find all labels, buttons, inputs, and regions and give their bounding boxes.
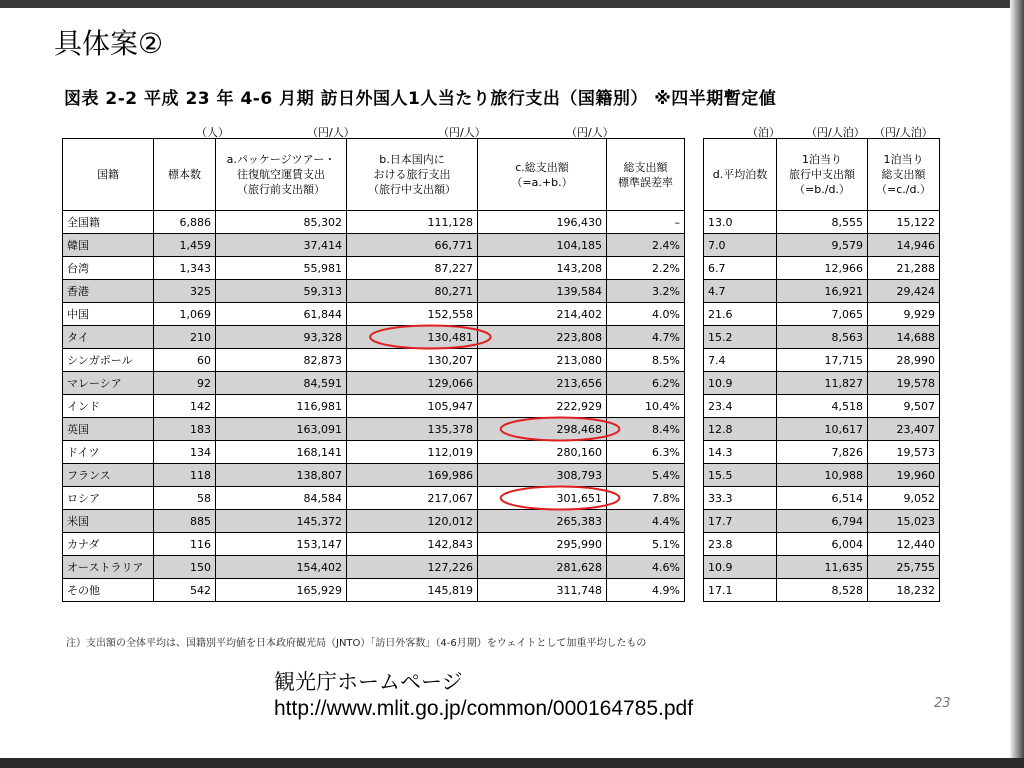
table-row [63,533,685,556]
cell-nationality: 香港 [63,280,154,303]
cell-pre-trip-spending: 59,313 [216,280,347,303]
cell-in-japan-spending: 217,067 [347,487,478,510]
cell-average-nights: 21.6 [704,303,777,326]
cell-per-night-in-japan: 6,514 [777,487,868,510]
table-row [704,372,940,395]
cell-pre-trip-spending: 168,141 [216,441,347,464]
cell-sample-size: 150 [154,556,216,579]
cell-per-night-in-japan: 10,617 [777,418,868,441]
cell-per-night-in-japan: 11,827 [777,372,868,395]
header-sample-size: 標本数 [154,139,216,211]
cell-total-spending: 223,808 [478,326,607,349]
table-row [63,349,685,372]
cell-nationality: 台湾 [63,257,154,280]
cell-per-night-total: 19,960 [868,464,940,487]
cell-total-spending: 281,628 [478,556,607,579]
cell-total-spending: 222,929 [478,395,607,418]
cell-per-night-total: 9,052 [868,487,940,510]
cell-nationality: 全国籍 [63,211,154,234]
table-row [63,395,685,418]
cell-per-night-total: 14,688 [868,326,940,349]
unit-label: （人） [196,126,229,139]
header-total-spending: c.総支出額 （=a.+b.） [478,139,607,211]
cell-pre-trip-spending: 84,584 [216,487,347,510]
table-row [704,326,940,349]
spending-table-per-night [703,138,940,602]
cell-average-nights: 13.0 [704,211,777,234]
cell-per-night-in-japan: 10,988 [777,464,868,487]
table-row [704,395,940,418]
cell-per-night-total: 19,578 [868,372,940,395]
cell-standard-error: 4.0% [607,303,685,326]
footnote: 注）支出額の全体平均は、国籍別平均値を日本政府観光局（JNTO）「訪日外客数」（4-6月期）をウェイトとして加重平均したもの [66,638,647,649]
table-row [704,418,940,441]
cell-average-nights: 7.0 [704,234,777,257]
cell-standard-error: 4.6% [607,556,685,579]
cell-in-japan-spending: 142,843 [347,533,478,556]
cell-nationality: マレーシア [63,372,154,395]
source-url[interactable]: http://www.mlit.go.jp/common/000164785.pdf [274,697,694,720]
cell-per-night-in-japan: 6,004 [777,533,868,556]
cell-pre-trip-spending: 163,091 [216,418,347,441]
table-row [704,487,940,510]
cell-average-nights: 17.7 [704,510,777,533]
cell-pre-trip-spending: 84,591 [216,372,347,395]
table-header-row [704,139,940,211]
cell-nationality: ロシア [63,487,154,510]
cell-total-spending: 143,208 [478,257,607,280]
cell-standard-error: 8.5% [607,349,685,372]
cell-total-spending: 104,185 [478,234,607,257]
cell-average-nights: 17.1 [704,579,777,602]
cell-sample-size: 1,343 [154,257,216,280]
header-pre-trip-spending: a.パッケージツアー・ 往復航空運賃支出 （旅行前支出額） [216,139,347,211]
cell-per-night-in-japan: 17,715 [777,349,868,372]
cell-sample-size: 134 [154,441,216,464]
cell-standard-error: 3.2% [607,280,685,303]
figure-title: 図表 2-2 平成 23 年 4-6 月期 訪日外国人1人当たり旅行支出（国籍別） ※四半期暫定値 [64,89,777,109]
cell-total-spending: 213,080 [478,349,607,372]
table-row [63,303,685,326]
cell-average-nights: 15.2 [704,326,777,349]
table-row [63,211,685,234]
cell-sample-size: 118 [154,464,216,487]
cell-nationality: フランス [63,464,154,487]
cell-in-japan-spending: 66,771 [347,234,478,257]
cell-sample-size: 542 [154,579,216,602]
cell-per-night-total: 12,440 [868,533,940,556]
unit-label: （円/人） [566,126,614,139]
cell-sample-size: 116 [154,533,216,556]
header-in-japan-spending: b.日本国内に おける旅行支出 （旅行中支出額） [347,139,478,211]
cell-sample-size: 183 [154,418,216,441]
slide-frame-bottom [0,758,1024,768]
cell-total-spending: 311,748 [478,579,607,602]
slide-title: 具体案② [54,27,164,60]
cell-in-japan-spending: 111,128 [347,211,478,234]
cell-pre-trip-spending: 93,328 [216,326,347,349]
cell-average-nights: 23.8 [704,533,777,556]
cell-per-night-total: 23,407 [868,418,940,441]
cell-in-japan-spending: 152,558 [347,303,478,326]
table-header-row [63,139,685,211]
cell-per-night-total: 19,573 [868,441,940,464]
cell-per-night-in-japan: 16,921 [777,280,868,303]
table-row [63,418,685,441]
cell-nationality: 中国 [63,303,154,326]
cell-in-japan-spending: 135,378 [347,418,478,441]
cell-in-japan-spending: 169,986 [347,464,478,487]
cell-nationality: 韓国 [63,234,154,257]
cell-per-night-total: 28,990 [868,349,940,372]
cell-in-japan-spending: 80,271 [347,280,478,303]
spending-table-main [62,138,685,602]
cell-total-spending: 295,990 [478,533,607,556]
cell-standard-error: 5.4% [607,464,685,487]
cell-in-japan-spending: 87,227 [347,257,478,280]
cell-standard-error: 4.7% [607,326,685,349]
cell-total-spending: 308,793 [478,464,607,487]
cell-nationality: インド [63,395,154,418]
cell-per-night-total: 9,929 [868,303,940,326]
cell-standard-error: 5.1% [607,533,685,556]
cell-sample-size: 885 [154,510,216,533]
cell-standard-error: 4.9% [607,579,685,602]
cell-standard-error: 2.4% [607,234,685,257]
cell-nationality: タイ [63,326,154,349]
cell-standard-error: 4.4% [607,510,685,533]
cell-sample-size: 6,886 [154,211,216,234]
cell-standard-error: 10.4% [607,395,685,418]
cell-standard-error: – [607,211,685,234]
source-label: 観光庁ホームページ [274,670,463,694]
cell-standard-error: 7.8% [607,487,685,510]
cell-pre-trip-spending: 138,807 [216,464,347,487]
unit-label: （円/人泊） [806,126,865,139]
cell-pre-trip-spending: 116,981 [216,395,347,418]
table-row [63,372,685,395]
cell-per-night-in-japan: 7,065 [777,303,868,326]
cell-in-japan-spending: 130,207 [347,349,478,372]
table-row [704,510,940,533]
cell-per-night-total: 14,946 [868,234,940,257]
cell-per-night-in-japan: 8,555 [777,211,868,234]
cell-average-nights: 15.5 [704,464,777,487]
table-row [63,487,685,510]
cell-standard-error: 8.4% [607,418,685,441]
cell-nationality: シンガポール [63,349,154,372]
cell-in-japan-spending: 105,947 [347,395,478,418]
unit-label: （泊） [747,126,780,139]
cell-total-spending: 213,656 [478,372,607,395]
cell-nationality: 米国 [63,510,154,533]
table-row [704,257,940,280]
cell-in-japan-spending: 130,481 [347,326,478,349]
cell-average-nights: 6.7 [704,257,777,280]
table-row [704,234,940,257]
table-row [63,441,685,464]
cell-per-night-in-japan: 4,518 [777,395,868,418]
cell-per-night-in-japan: 7,826 [777,441,868,464]
cell-per-night-total: 25,755 [868,556,940,579]
cell-per-night-in-japan: 8,528 [777,579,868,602]
page-number: 23 [934,696,951,711]
cell-per-night-in-japan: 11,635 [777,556,868,579]
cell-per-night-total: 18,232 [868,579,940,602]
cell-per-night-in-japan: 12,966 [777,257,868,280]
header-per-night-total: 1泊当り 総支出額 （=c./d.） [868,139,940,211]
header-average-nights: d.平均泊数 [704,139,777,211]
cell-in-japan-spending: 145,819 [347,579,478,602]
cell-average-nights: 7.4 [704,349,777,372]
cell-per-night-in-japan: 9,579 [777,234,868,257]
cell-pre-trip-spending: 55,981 [216,257,347,280]
cell-sample-size: 1,069 [154,303,216,326]
cell-total-spending: 139,584 [478,280,607,303]
unit-label: （円/人泊） [874,126,933,139]
cell-sample-size: 60 [154,349,216,372]
cell-per-night-total: 9,507 [868,395,940,418]
table-row [704,349,940,372]
cell-average-nights: 10.9 [704,372,777,395]
cell-per-night-total: 29,424 [868,280,940,303]
cell-sample-size: 210 [154,326,216,349]
cell-total-spending: 301,651 [478,487,607,510]
cell-total-spending: 265,383 [478,510,607,533]
cell-pre-trip-spending: 154,402 [216,556,347,579]
cell-nationality: 英国 [63,418,154,441]
header-standard-error: 総支出額 標準誤差率 [607,139,685,211]
unit-label: （円/人） [438,126,486,139]
table-row [63,556,685,579]
header-per-night-in-japan: 1泊当り 旅行中支出額 （=b./d.） [777,139,868,211]
table-row [63,234,685,257]
cell-standard-error: 6.3% [607,441,685,464]
cell-total-spending: 214,402 [478,303,607,326]
cell-per-night-in-japan: 6,794 [777,510,868,533]
table-row [704,579,940,602]
cell-nationality: オーストラリア [63,556,154,579]
cell-pre-trip-spending: 153,147 [216,533,347,556]
cell-average-nights: 14.3 [704,441,777,464]
cell-pre-trip-spending: 61,844 [216,303,347,326]
cell-sample-size: 142 [154,395,216,418]
table-row [63,257,685,280]
cell-standard-error: 2.2% [607,257,685,280]
cell-nationality: カナダ [63,533,154,556]
table-row [704,533,940,556]
cell-pre-trip-spending: 165,929 [216,579,347,602]
table-row [704,280,940,303]
cell-average-nights: 12.8 [704,418,777,441]
cell-in-japan-spending: 112,019 [347,441,478,464]
slide-frame-top [0,0,1024,8]
cell-average-nights: 23.4 [704,395,777,418]
cell-sample-size: 1,459 [154,234,216,257]
table-row [63,510,685,533]
table-row [704,211,940,234]
cell-per-night-in-japan: 8,563 [777,326,868,349]
table-row [704,441,940,464]
cell-pre-trip-spending: 85,302 [216,211,347,234]
cell-pre-trip-spending: 145,372 [216,510,347,533]
cell-in-japan-spending: 127,226 [347,556,478,579]
table-row [63,464,685,487]
cell-nationality: ドイツ [63,441,154,464]
header-nationality: 国籍 [63,139,154,211]
cell-per-night-total: 21,288 [868,257,940,280]
cell-pre-trip-spending: 82,873 [216,349,347,372]
cell-total-spending: 280,160 [478,441,607,464]
cell-per-night-total: 15,122 [868,211,940,234]
table-row [63,579,685,602]
cell-per-night-total: 15,023 [868,510,940,533]
cell-in-japan-spending: 129,066 [347,372,478,395]
cell-total-spending: 196,430 [478,211,607,234]
table-row [63,326,685,349]
table-row [63,280,685,303]
table-row [704,464,940,487]
table-row [704,556,940,579]
unit-label: （円/人） [307,126,355,139]
cell-sample-size: 92 [154,372,216,395]
cell-pre-trip-spending: 37,414 [216,234,347,257]
cell-in-japan-spending: 120,012 [347,510,478,533]
cell-average-nights: 33.3 [704,487,777,510]
cell-nationality: その他 [63,579,154,602]
cell-sample-size: 58 [154,487,216,510]
table-row [704,303,940,326]
cell-average-nights: 4.7 [704,280,777,303]
cell-total-spending: 298,468 [478,418,607,441]
slide-frame-right [1010,0,1024,768]
cell-sample-size: 325 [154,280,216,303]
cell-standard-error: 6.2% [607,372,685,395]
cell-average-nights: 10.9 [704,556,777,579]
